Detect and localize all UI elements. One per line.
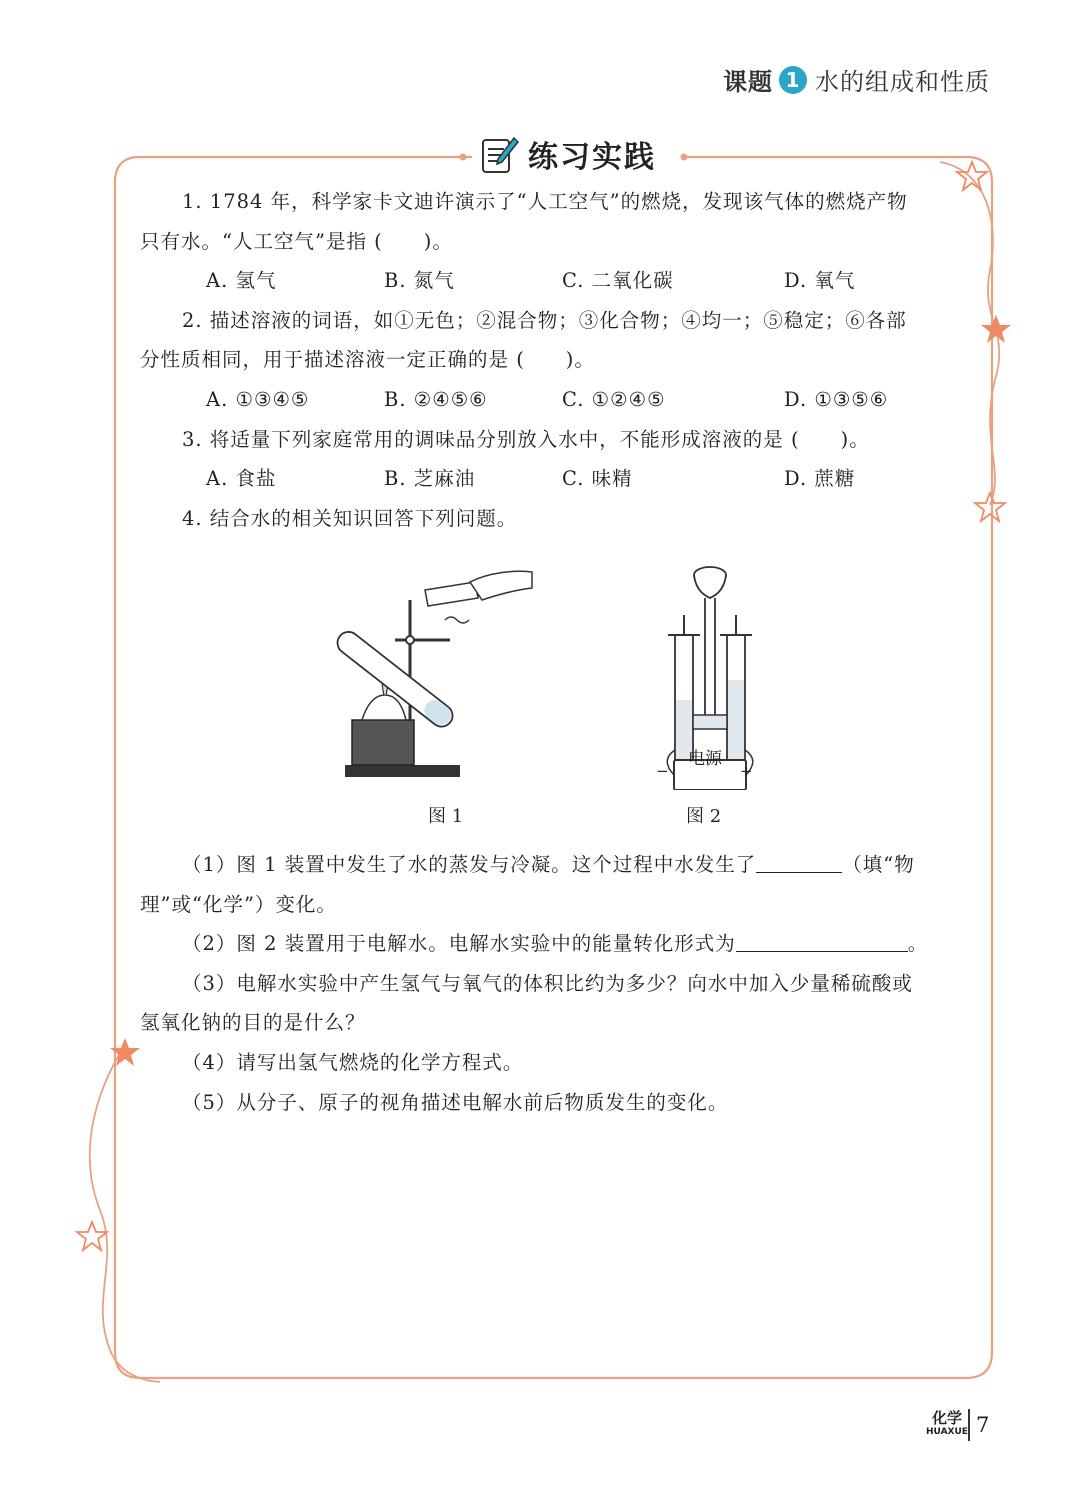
subject-pinyin: HUAXUE [926, 1427, 968, 1437]
lesson-title: 水的组成和性质 [815, 68, 990, 96]
question-1-options [140, 261, 966, 301]
figure-1-distillation-apparatus [300, 560, 800, 790]
subquestion-3-line-2: 氢氧化钠的目的是什么？ [140, 1011, 366, 1035]
option-a: A. 氢气 [206, 269, 277, 293]
question-3-line-1: 3. 将适量下列家庭常用的调味品分别放入水中，不能形成溶液的是 ( )。 [182, 427, 870, 451]
option-c: C. ①②④⑤ [562, 387, 666, 411]
option-a: A. ①③④⑤ [206, 387, 310, 411]
question-2-options [140, 380, 966, 420]
subquestion-3-line-1: （3）电解水实验中产生氢气与氧气的体积比约为多少？向水中加入少量稀硫酸或 [182, 971, 913, 995]
star-icon [981, 315, 1011, 343]
power-supply-label: 电源 [688, 749, 722, 769]
lesson-number-badge: 1 [779, 66, 807, 94]
option-c: C. 二氧化碳 [562, 269, 674, 293]
question-4-subquestions [140, 845, 966, 1122]
option-b: B. 氮气 [384, 269, 455, 293]
question-3-options [140, 459, 966, 499]
section-title-text: 练习实践 [528, 140, 656, 175]
page-number: 7 [976, 1413, 990, 1437]
notebook-pencil-icon [478, 132, 522, 176]
figure-2-caption: 图 2 [686, 806, 722, 827]
option-b: B. ②④⑤⑥ [384, 387, 488, 411]
star-icon [77, 1222, 107, 1250]
question-4-line-1: 4. 结合水的相关知识回答下列问题。 [182, 506, 518, 530]
question-2-line-1: 2. 描述溶液的词语，如①无色；②混合物；③化合物；④均一；⑤稳定；⑥各部 [182, 308, 907, 332]
option-d: D. 氧气 [784, 269, 856, 293]
answer-blank[interactable] [736, 931, 908, 952]
subject-label: 化学 [932, 1409, 963, 1427]
question-1-line-2: 只有水。“人工空气”是指 ( )。 [140, 229, 453, 253]
figure-1-caption: 图 1 [428, 806, 464, 827]
option-d: D. 蔗糖 [784, 467, 856, 491]
option-b: B. 芝麻油 [384, 467, 476, 491]
figures [300, 560, 800, 840]
negative-terminal: − [656, 762, 669, 780]
subquestion-1-line-2: 理”或“化学”）变化。 [140, 892, 337, 916]
option-c: C. 味精 [562, 467, 633, 491]
subquestion-5: （5）从分子、原子的视角描述电解水前后物质发生的变化。 [182, 1090, 729, 1114]
option-d: D. ①③⑤⑥ [784, 387, 889, 411]
star-icon [975, 493, 1005, 521]
question-2-line-2: 分性质相同，用于描述溶液一定正确的是 ( )。 [140, 348, 595, 372]
lesson-label: 课题 [723, 68, 773, 96]
positive-terminal: + [740, 762, 753, 780]
subquestion-2: （2）图 2 装置用于电解水。电解水实验中的能量转化形式为 。 [182, 932, 929, 956]
answer-blank[interactable] [756, 852, 842, 873]
subquestion-4: （4）请写出氢气燃烧的化学方程式。 [182, 1050, 524, 1074]
section-title [478, 132, 656, 176]
question-1-line-1: 1. 1784 年，科学家卡文迪许演示了“人工空气”的燃烧，发现该气体的燃烧产物 [182, 190, 908, 213]
option-a: A. 食盐 [206, 467, 277, 491]
subquestion-1-line-1: （1）图 1 装置中发生了水的蒸发与冷凝。这个过程中水发生了 （填“物 [182, 853, 915, 876]
exercise-content [140, 182, 966, 538]
footer-divider [968, 1409, 970, 1441]
